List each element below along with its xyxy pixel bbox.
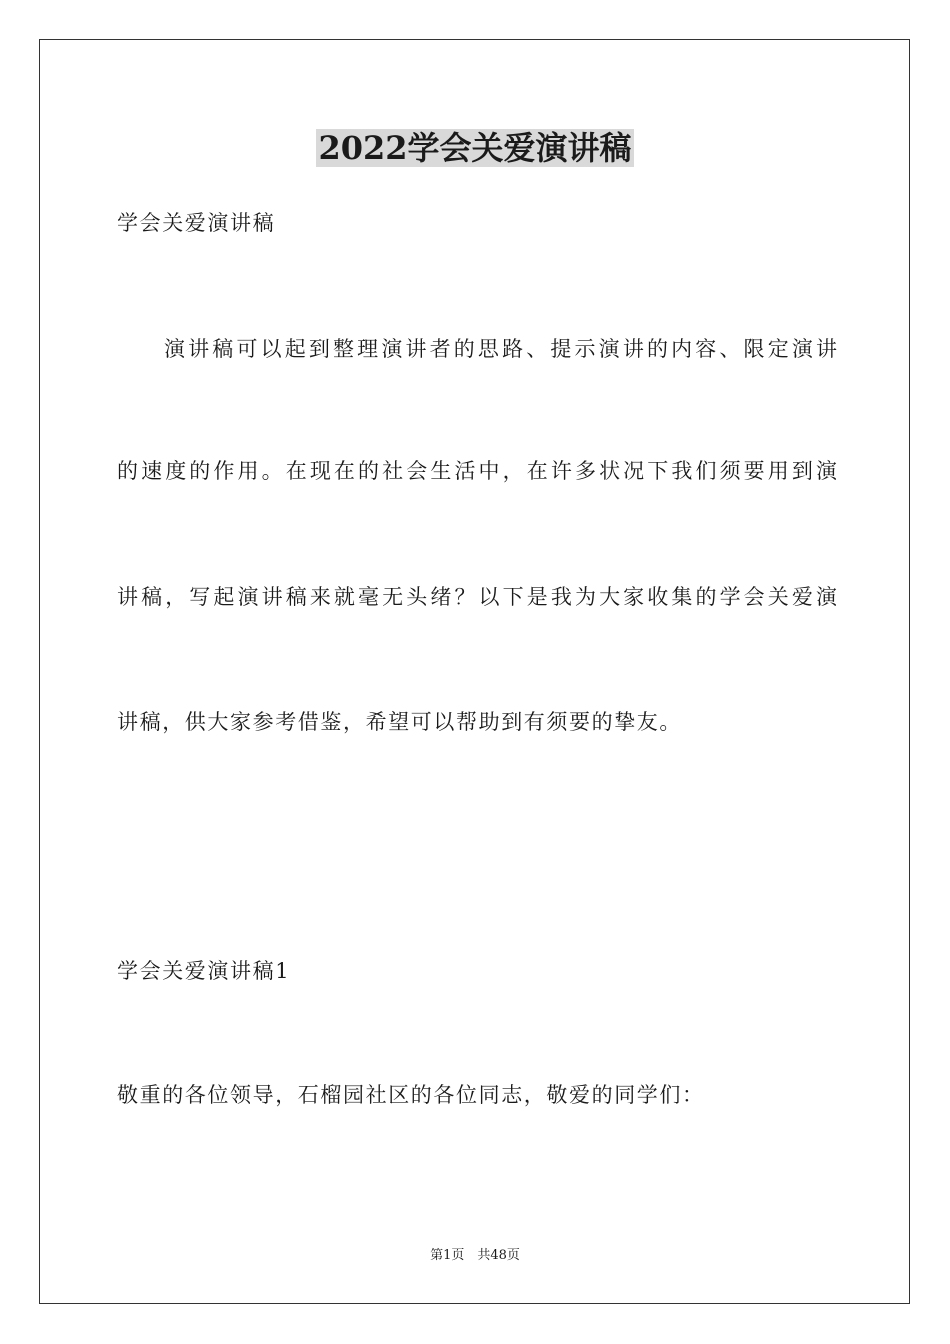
section-heading: 学会关爱演讲稿1: [117, 959, 291, 983]
intro-line-1: 演讲稿可以起到整理演讲者的思路、提示演讲的内容、限定演讲: [164, 337, 837, 361]
page-number: 第1页 共48页: [430, 1248, 520, 1263]
document-subtitle: 学会关爱演讲稿: [117, 211, 276, 235]
document-title: [0, 126, 950, 170]
intro-line-2: 的速度的作用。在现在的社会生活中，在许多状况下我们须要用到演: [117, 459, 837, 483]
intro-line-3: 讲稿，写起演讲稿来就毫无头绪？以下是我为大家收集的学会关爱演: [117, 585, 837, 609]
salutation: 敬重的各位领导，石榴园社区的各位同志，敬爱的同学们：: [117, 1083, 705, 1107]
intro-line-4: 讲稿，供大家参考借鉴，希望可以帮助到有须要的挚友。: [117, 710, 682, 734]
document-title-text: 2022学会关爱演讲稿: [318, 129, 632, 167]
